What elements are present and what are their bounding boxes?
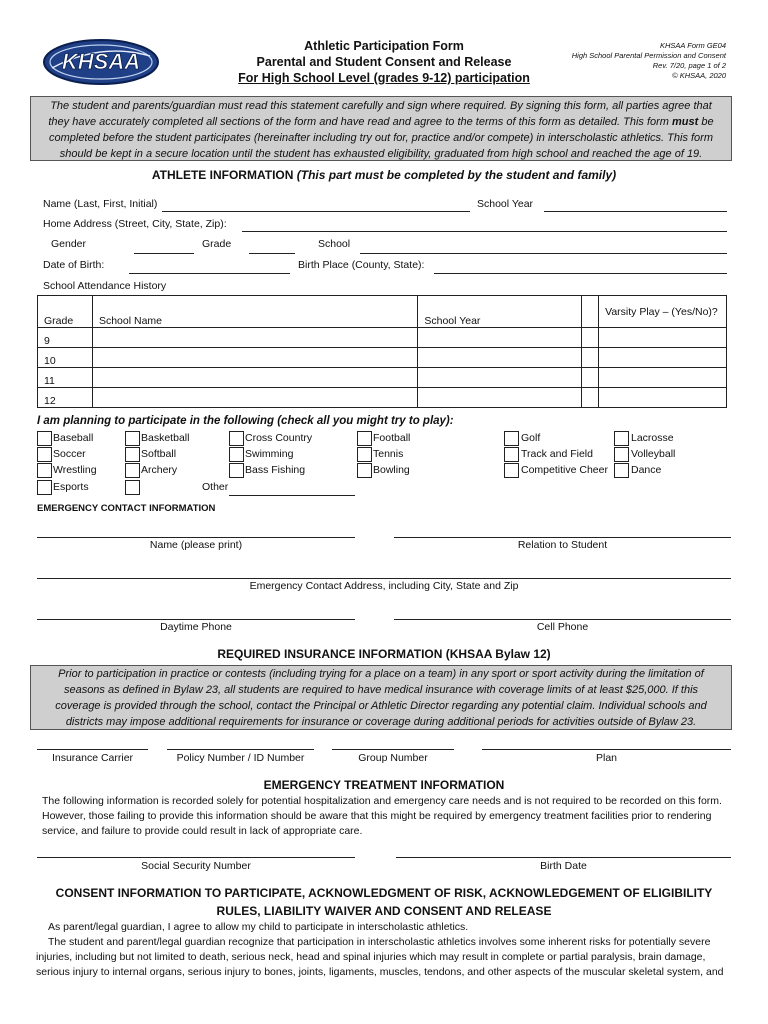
plan-label: Plan xyxy=(595,752,617,764)
relation-field[interactable] xyxy=(394,537,731,538)
varsity-cell[interactable] xyxy=(599,348,727,368)
gender-field[interactable] xyxy=(134,253,194,254)
spacer-cell xyxy=(582,388,599,408)
row-grade: 12 xyxy=(38,388,93,408)
title-line-2: Parental and Student Consent and Release xyxy=(256,55,512,69)
consent-para-2: The student and parent/legal guardian recognize that participation in interscholastic athletics involves some inherent risks for potentially severe injuries, including but not limited to death, serious neck, head and spinal injuries which may result in complete or partial paralysis, brain damage, serious injury to internal organs, serious injury to bones, joints, ligaments, muscles, tendons, and other aspects of the muscular skeletal system, and xyxy=(36,936,724,978)
school-year-cell[interactable] xyxy=(418,328,582,348)
header-spacer xyxy=(582,296,599,328)
birth-date-field[interactable] xyxy=(396,857,731,858)
header-school-year: School Year xyxy=(418,296,582,328)
form-meta xyxy=(526,41,726,81)
title-line-1: Athletic Participation Form xyxy=(304,39,464,53)
daytime-phone-label: Daytime Phone xyxy=(160,621,232,633)
label-bass-fishing: Bass Fishing xyxy=(245,464,306,476)
checkbox-golf[interactable] xyxy=(504,431,519,446)
policy-number-field[interactable] xyxy=(167,749,314,750)
title-line-3: For High School Level (grades 9-12) participation xyxy=(238,71,530,85)
label-bowling: Bowling xyxy=(373,464,410,476)
consent-body xyxy=(36,920,732,980)
label-football: Football xyxy=(373,432,411,444)
label-esports: Esports xyxy=(53,481,89,493)
form-subtitle: High School Parental Permission and Consent xyxy=(571,51,726,60)
checkbox-competitive-cheer[interactable] xyxy=(504,463,519,478)
plan-field[interactable] xyxy=(482,749,731,750)
checkbox-swimming[interactable] xyxy=(229,447,244,462)
school-year-label: School Year xyxy=(477,198,534,210)
dob-label: Date of Birth: xyxy=(43,259,105,271)
checkbox-softball[interactable] xyxy=(125,447,140,462)
header-grade: Grade xyxy=(38,296,93,328)
header-varsity-play: Varsity Play – (Yes/No)? xyxy=(599,296,727,328)
contact-address-field[interactable] xyxy=(37,578,731,579)
school-year-field[interactable] xyxy=(544,211,727,212)
notice-must: must xyxy=(672,116,699,128)
dob-field[interactable] xyxy=(129,273,290,274)
checkbox-esports[interactable] xyxy=(37,480,52,495)
spacer-cell xyxy=(582,328,599,348)
checkbox-other[interactable] xyxy=(125,480,140,495)
form-revision: Rev. 7/20, page 1 of 2 xyxy=(652,61,726,70)
athlete-info-heading: ATHLETE INFORMATION (This part must be completed by the student and family) xyxy=(151,168,617,182)
checkbox-archery[interactable] xyxy=(125,463,140,478)
checkbox-lacrosse[interactable] xyxy=(614,431,629,446)
form-number: KHSAA Form GE04 xyxy=(660,41,726,50)
consent-heading-line-1: CONSENT INFORMATION TO PARTICIPATE, ACKNOWLEDGMENT OF RISK, ACKNOWLEDGEMENT OF ELIGIBILITY xyxy=(55,886,713,900)
cell-phone-label: Cell Phone xyxy=(536,621,589,633)
label-competitive-cheer: Competitive Cheer xyxy=(521,464,608,476)
attendance-history-table xyxy=(37,295,727,408)
daytime-phone-field[interactable] xyxy=(37,619,355,620)
form-copyright: © KHSAA, 2020 xyxy=(672,71,726,80)
checkbox-soccer[interactable] xyxy=(37,447,52,462)
treatment-paragraph: The following information is recorded solely for potential hospitalization and emergency care needs and is not required to be recorded on this form. However, those failing to provide this information should be aware that this might be required by emergency treatment facilities prior to rendering service, and failure to provide could result in lack of appropriate care. xyxy=(42,795,722,837)
insurance-heading: REQUIRED INSURANCE INFORMATION (KHSAA Bylaw 12) xyxy=(217,647,551,661)
checkbox-bowling[interactable] xyxy=(357,463,372,478)
label-track-and-field: Track and Field xyxy=(521,448,593,460)
address-field[interactable] xyxy=(242,231,727,232)
table-header-row xyxy=(38,296,727,328)
label-tennis: Tennis xyxy=(373,448,404,460)
label-archery: Archery xyxy=(141,464,178,476)
treatment-heading: EMERGENCY TREATMENT INFORMATION xyxy=(263,778,505,792)
row-grade: 9 xyxy=(38,328,93,348)
label-dance: Dance xyxy=(631,464,662,476)
checkbox-dance[interactable] xyxy=(614,463,629,478)
sports-heading: I am planning to participate in the following (check all you might try to play): xyxy=(37,415,454,427)
ssn-field[interactable] xyxy=(37,857,355,858)
emergency-contact-heading: EMERGENCY CONTACT INFORMATION xyxy=(37,503,216,514)
grade-field[interactable] xyxy=(249,253,295,254)
label-softball: Softball xyxy=(141,448,177,460)
gender-label: Gender xyxy=(51,238,87,250)
insurance-carrier-label: Insurance Carrier xyxy=(51,752,134,764)
label-lacrosse: Lacrosse xyxy=(631,432,674,444)
checkbox-tennis[interactable] xyxy=(357,447,372,462)
varsity-cell[interactable] xyxy=(599,388,727,408)
varsity-cell[interactable] xyxy=(599,368,727,388)
spacer-cell xyxy=(582,348,599,368)
table-row xyxy=(38,348,727,368)
birthplace-field[interactable] xyxy=(434,273,727,274)
other-sport-field[interactable] xyxy=(229,495,355,496)
insurance-notice: Prior to participation in practice or contests (including trying for a place on a team) in any sport or sport activity during the limitation of seasons as defined in Bylaw 23, all students are required to have medical insurance with coverage limits of at least $25,000. If this coverage is provided through the school, contact the Principal or Athletic Director regarding any potential claim. Individual schools and districts may impose additional requirements for insurance or coverage during additional periods for activities outside of Bylaw 23. xyxy=(30,665,732,730)
school-field[interactable] xyxy=(360,253,727,254)
label-soccer: Soccer xyxy=(53,448,86,460)
checkbox-basketball[interactable] xyxy=(125,431,140,446)
label-other: Other xyxy=(202,481,229,493)
instructions-notice xyxy=(30,96,732,161)
school-name-cell[interactable] xyxy=(92,368,417,388)
attendance-history-label: School Attendance History xyxy=(43,280,167,292)
row-grade: 11 xyxy=(38,368,93,388)
table-row xyxy=(38,368,727,388)
contact-address-label: Emergency Contact Address, including City, State and Zip xyxy=(249,580,519,592)
checkbox-baseball[interactable] xyxy=(37,431,52,446)
header-school-name: School Name xyxy=(92,296,417,328)
consent-heading xyxy=(0,884,768,920)
name-label: Name (Last, First, Initial) xyxy=(43,198,158,210)
label-wrestling: Wrestling xyxy=(53,464,97,476)
athlete-info-note: (This part must be completed by the student and family) xyxy=(296,168,617,182)
label-baseball: Baseball xyxy=(53,432,94,444)
varsity-cell[interactable] xyxy=(599,328,727,348)
contact-name-label: Name (please print) xyxy=(149,539,243,551)
khsaa-logo xyxy=(42,38,160,86)
grade-label: Grade xyxy=(202,238,232,250)
spacer-cell xyxy=(582,368,599,388)
school-name-cell[interactable] xyxy=(92,348,417,368)
school-name-cell[interactable] xyxy=(92,388,417,408)
label-golf: Golf xyxy=(521,432,541,444)
school-year-cell[interactable] xyxy=(418,348,582,368)
insurance-carrier-field[interactable] xyxy=(37,749,148,750)
ssn-label: Social Security Number xyxy=(141,860,251,872)
school-year-cell[interactable] xyxy=(418,368,582,388)
birth-date-label: Birth Date xyxy=(540,860,587,872)
label-swimming: Swimming xyxy=(245,448,294,460)
group-number-field[interactable] xyxy=(332,749,454,750)
notice-text-1: The student and parents/guardian must read this statement carefully and sign where required. By signing this form, all parties agree that they have accurately completed all sections of the form and have read and agree to the terms of this form as detailed. This form xyxy=(48,100,712,128)
form-title xyxy=(200,38,568,86)
address-label: Home Address (Street, City, State, Zip): xyxy=(43,218,227,230)
table-row xyxy=(38,388,727,408)
label-volleyball: Volleyball xyxy=(631,448,676,460)
label-cross-country: Cross Country xyxy=(245,432,313,444)
notice-text-2: be completed before the student participates (hereinafter including try out for, practice and/or compete) in interscholastic athletics. This form should be kept in a secure location until the student has exhausted eligibility, graduated from high school and reached the age of 19. xyxy=(49,116,714,160)
label-basketball: Basketball xyxy=(141,432,190,444)
school-label: School xyxy=(318,238,351,250)
school-name-cell[interactable] xyxy=(92,328,417,348)
birthplace-label: Birth Place (County, State): xyxy=(298,259,425,271)
checkbox-wrestling[interactable] xyxy=(37,463,52,478)
consent-heading-line-2: RULES, LIABILITY WAIVER AND CONSENT AND RELEASE xyxy=(216,904,552,918)
checkbox-football[interactable] xyxy=(357,431,372,446)
group-number-label: Group Number xyxy=(358,752,428,764)
name-field[interactable] xyxy=(162,211,470,212)
school-year-cell[interactable] xyxy=(418,388,582,408)
checkbox-volleyball[interactable] xyxy=(614,447,629,462)
contact-name-field[interactable] xyxy=(37,537,355,538)
cell-phone-field[interactable] xyxy=(394,619,731,620)
row-grade: 10 xyxy=(38,348,93,368)
relation-label: Relation to Student xyxy=(517,539,608,551)
table-row xyxy=(38,328,727,348)
consent-para-1: As parent/legal guardian, I agree to allow my child to participate in interscholastic athletics. xyxy=(48,921,469,933)
checkbox-cross-country[interactable] xyxy=(229,431,244,446)
checkbox-track-and-field[interactable] xyxy=(504,447,519,462)
policy-number-label: Policy Number / ID Number xyxy=(176,752,305,764)
logo-text: KHSAA xyxy=(61,49,141,74)
checkbox-bass-fishing[interactable] xyxy=(229,463,244,478)
